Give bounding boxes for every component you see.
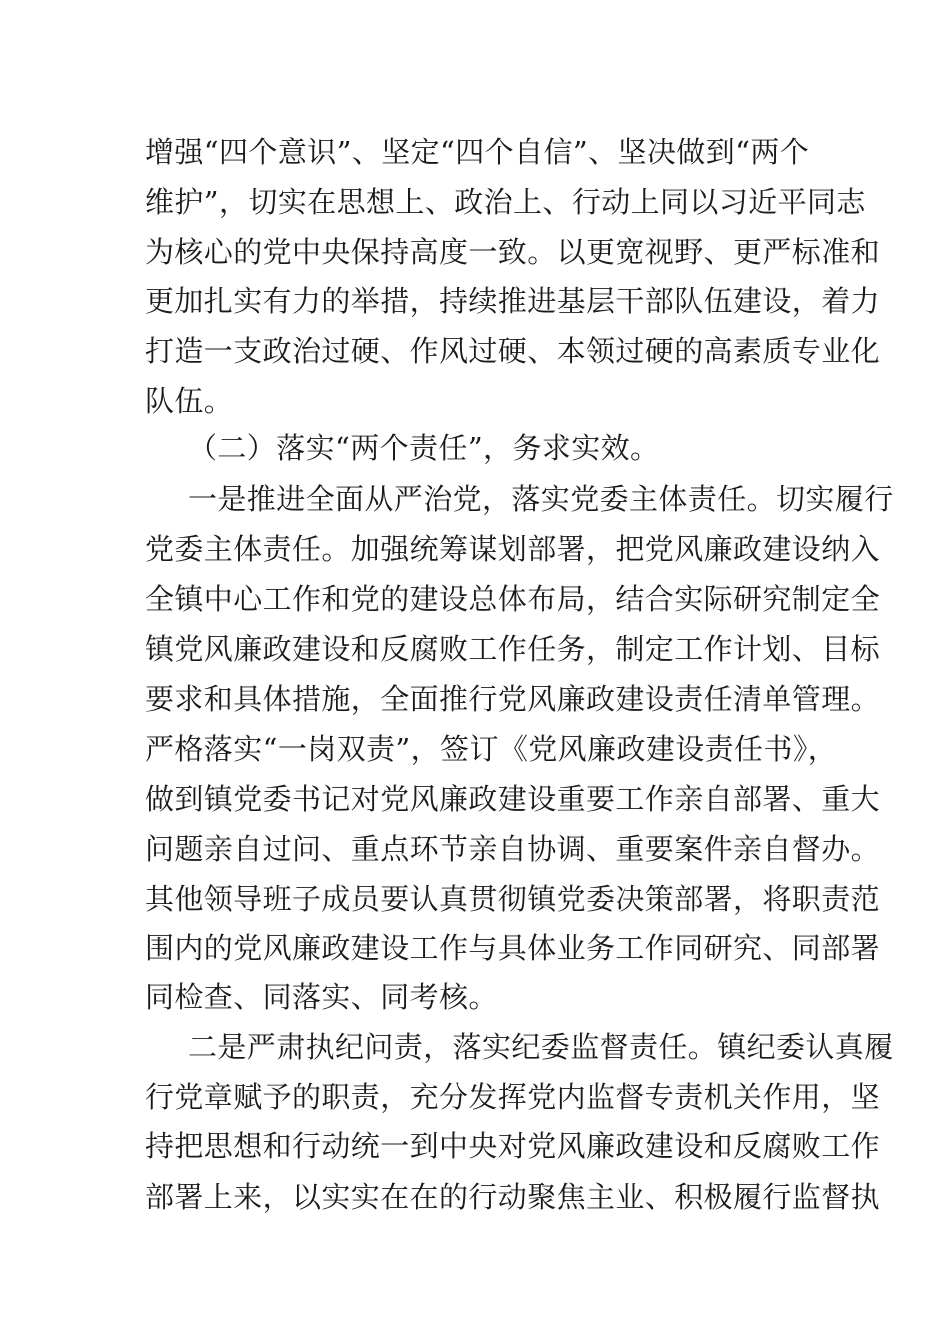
text-line: 镇党风廉政建设和反腐败工作任务，制定工作计划、目标: [145, 632, 881, 666]
text-line: 全镇中心工作和党的建设总体布局，结合实际研究制定全: [145, 582, 881, 616]
text-line: 更加扎实有力的举措，持续推进基层干部队伍建设，着力: [145, 284, 881, 318]
text-line: 围内的党风廉政建设工作与具体业务工作同研究、同部署: [145, 931, 881, 965]
text-line: 行党章赋予的职责，充分发挥党内监督专责机关作用，坚: [145, 1080, 881, 1114]
text-line: 持把思想和行动统一到中央对党风廉政建设和反腐败工作: [145, 1129, 881, 1163]
text-line: 部署上来，以实实在在的行动聚焦主业、积极履行监督执: [145, 1180, 881, 1214]
text-line: 做到镇党委书记对党风廉政建设重要工作亲自部署、重大: [145, 782, 881, 816]
text-line: 问题亲自过问、重点环节亲自协调、重要案件亲自督办。: [145, 832, 881, 866]
section-heading: （二）落实“两个责任”，务求实效。: [188, 431, 660, 465]
text-line: 同检查、同落实、同考核。: [145, 980, 498, 1014]
paragraph-start-line: 一是推进全面从严治党，落实党委主体责任。切实履行: [188, 482, 894, 516]
paragraph-start-line: 二是严肃执纪问责，落实纪委监督责任。镇纪委认真履: [188, 1030, 894, 1064]
text-line: 为核心的党中央保持高度一致。以更宽视野、更严标准和: [145, 235, 881, 269]
text-line: 维护”，切实在思想上、政治上、行动上同以习近平同志: [145, 185, 866, 219]
text-line: 增强“四个意识”、坚定“四个自信”、坚决做到“两个: [145, 135, 810, 169]
text-line: 要求和具体措施，全面推行党风廉政建设责任清单管理。: [145, 682, 881, 716]
text-line: 打造一支政治过硬、作风过硬、本领过硬的高素质专业化: [145, 334, 881, 368]
text-line: 严格落实“一岗双责”，签订《党风廉政建设责任书》，: [145, 732, 838, 766]
text-line: 队伍。: [145, 384, 234, 418]
text-line: 其他领导班子成员要认真贯彻镇党委决策部署，将职责范: [145, 882, 881, 916]
text-line: 党委主体责任。加强统筹谋划部署，把党风廉政建设纳入: [145, 532, 881, 566]
